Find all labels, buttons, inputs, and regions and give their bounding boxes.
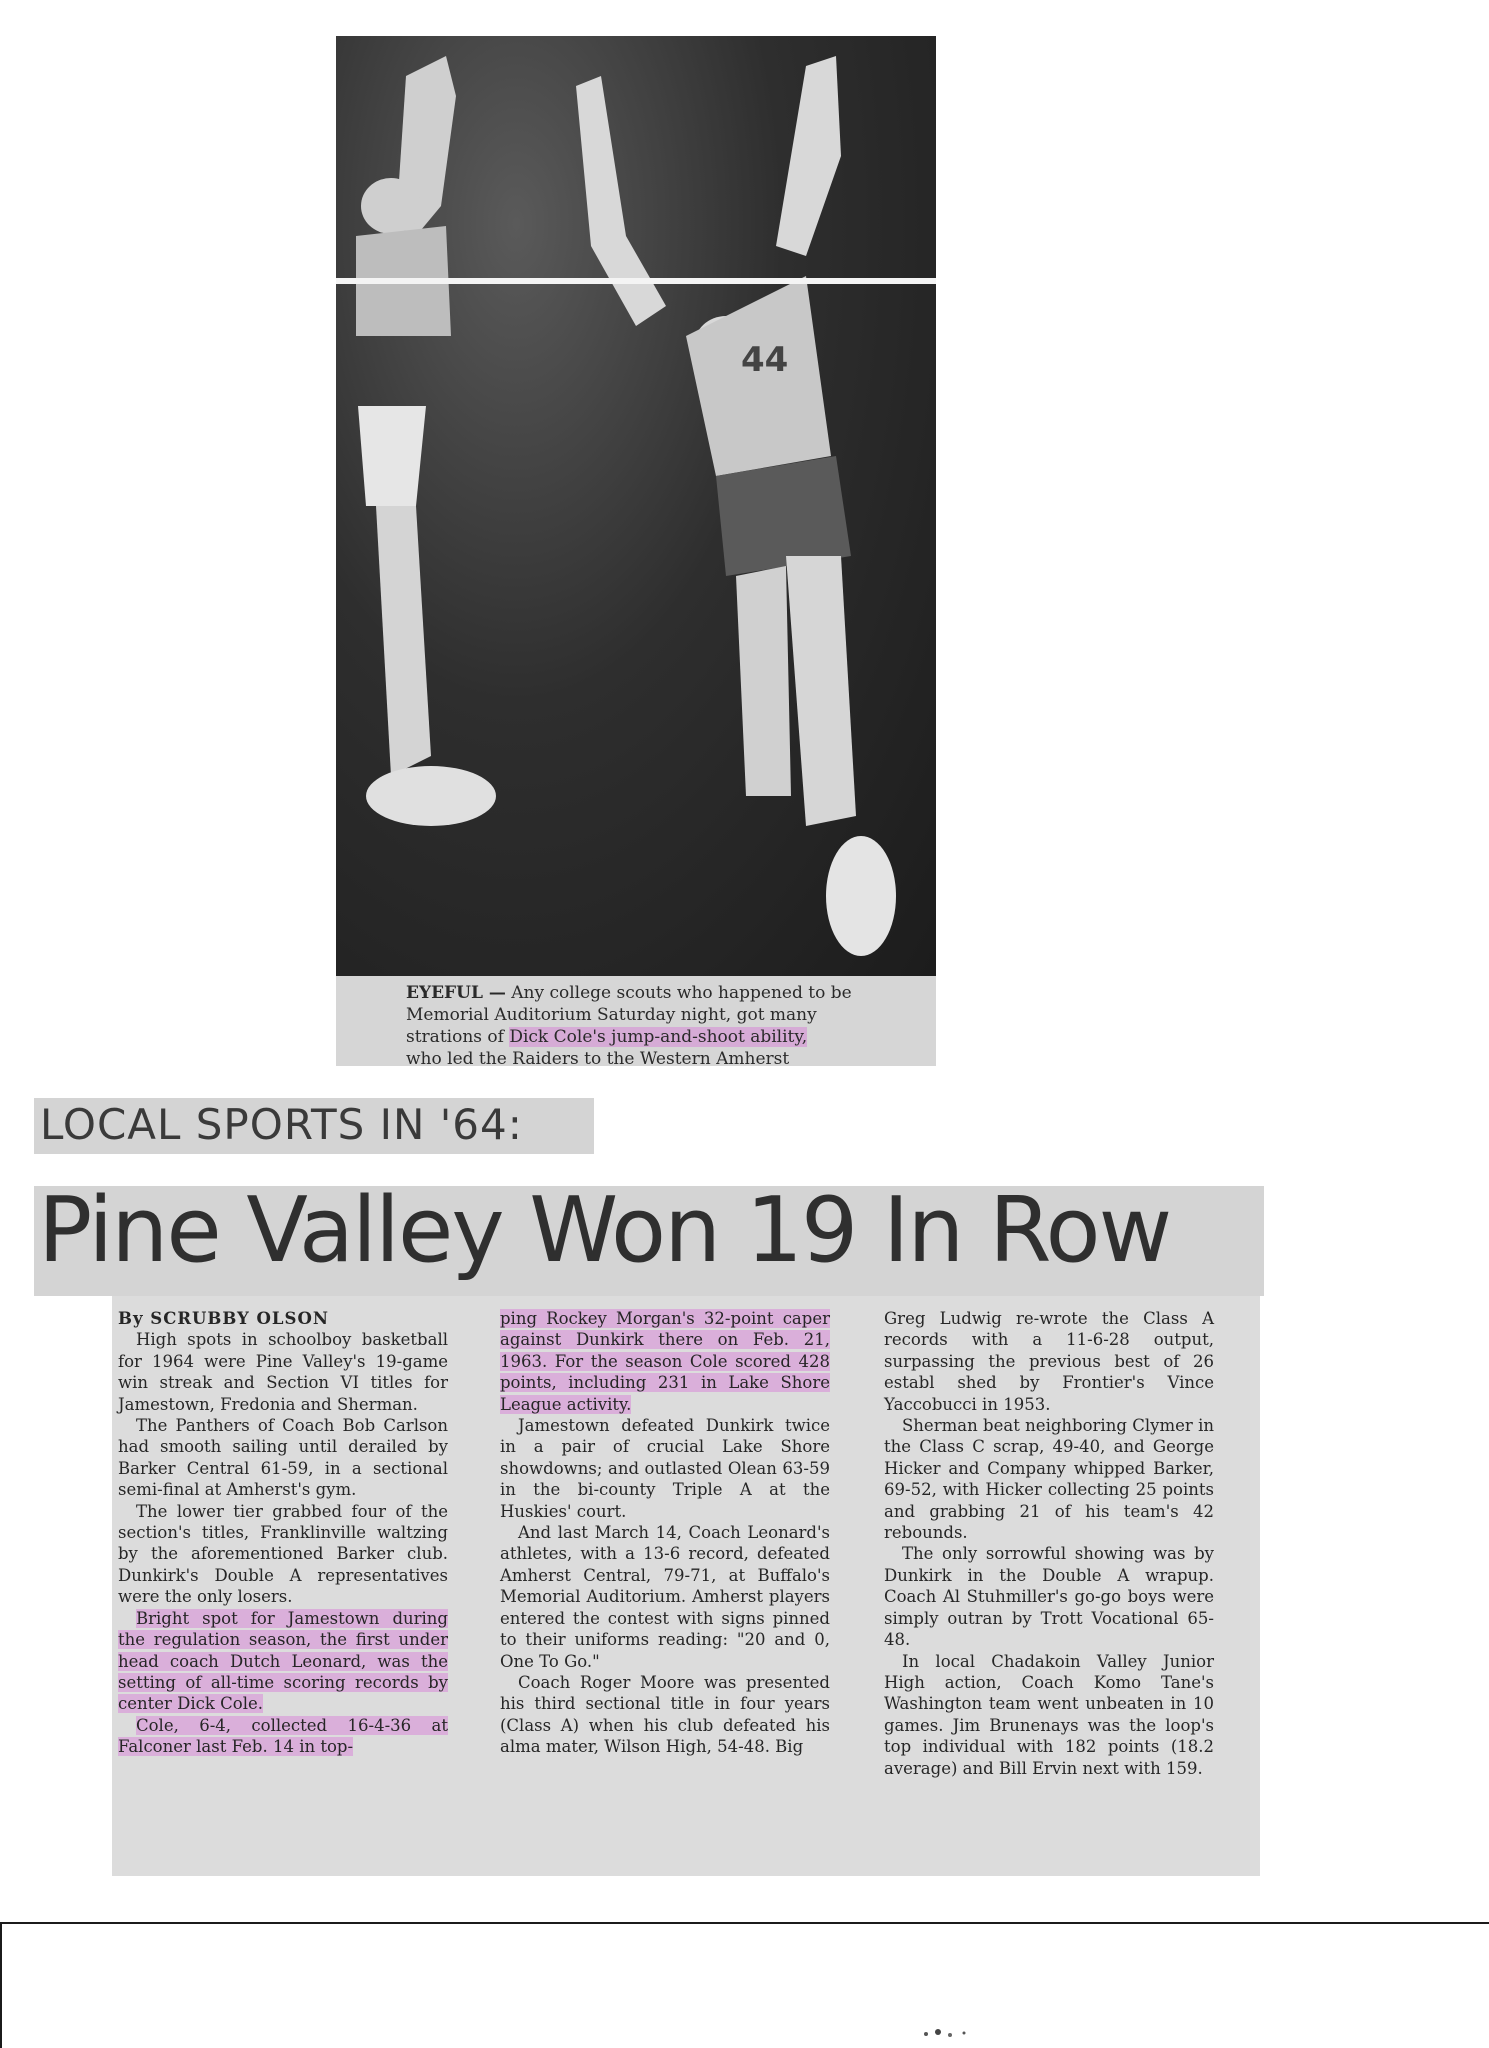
article-column-1: [118, 1308, 448, 1758]
caption-lead: EYEFUL —: [406, 983, 506, 1003]
paragraph: High spots in schoolboy basketball for 1964 were Pine Valley's 19-game win streak and Section VI titles for Jamestown, Fredonia and Sherman.: [118, 1330, 448, 1414]
paragraph-highlighted: [118, 1608, 448, 1715]
article-column-3: [884, 1308, 1214, 1779]
highlight: Cole, 6-4, collected 16-4-36 at Falconer last Feb. 14 in top-: [118, 1715, 448, 1757]
paragraph: Jamestown defeated Dunkirk twice in a pair of crucial Lake Shore showdowns; and outlasted Olean 63-59 in the bi-county Triple A at the Huskies' court.: [500, 1416, 830, 1521]
paragraph: Greg Ludwig re-wrote the Class A records with a 11-6-28 output, surpassing the previous best of 26 establ shed by Frontier's Vince Yaccobucci in 1953.: [884, 1309, 1214, 1414]
highlight: ping Rockey Morgan's 32-point caper against Dunkirk there on Feb. 21, 1963. For the season Cole scored 428 points, including 231 in Lake Shore League activity.: [500, 1309, 830, 1414]
basketball-photo: [336, 36, 936, 976]
headline: Pine Valley Won 19 In Row: [38, 1178, 1171, 1283]
right-player-figure: [576, 56, 896, 956]
photo-caption: [336, 976, 936, 1066]
paragraph: In local Chadakoin Valley Junior High action, Coach Komo Tane's Washington team went unbeaten in 10 games. Jim Brunenays was the loop's top individual with 182 points (18.2 average) and Bill Ervin next with 159.: [884, 1651, 1214, 1778]
left-player-figure: [356, 56, 496, 826]
caption-line: Any college scouts who happened to be: [511, 983, 852, 1003]
scan-specks: [920, 2026, 980, 2040]
photo-tear-line: [336, 278, 936, 284]
jersey-number: 44: [741, 340, 789, 380]
paragraph-highlighted: [500, 1308, 830, 1415]
caption-line: who led the Raiders to the Western: [406, 1049, 711, 1066]
paragraph-highlighted: [118, 1715, 448, 1758]
article-column-2: [500, 1308, 830, 1758]
caption-highlight: Dick Cole's jump-and-shoot ability,: [509, 1027, 808, 1047]
caption-line: strations of: [406, 1027, 504, 1047]
paragraph: Sherman beat neighboring Clymer in the Class C scrap, 49-40, and George Hicker and Company whipped Barker, 69-52, with Hicker collecting 25 points and grabbing 21 of his team's 42 rebounds.: [884, 1416, 1214, 1543]
paragraph: Coach Roger Moore was presented his third sectional title in four years (Class A) when his club defeated his alma mater, Wilson High, 54-48. Big: [500, 1672, 830, 1757]
caption-line: Amherst: [716, 1049, 790, 1066]
highlight: Bright spot for Jamestown during the regulation season, the first under head coach Dutch Leonard, was the setting of all-time scoring records by center Dick Cole.: [118, 1608, 448, 1714]
basketball-players-illustration: [336, 36, 936, 976]
kicker-title: LOCAL SPORTS IN '64:: [40, 1100, 523, 1149]
paragraph: The lower tier grabbed four of the section's titles, Franklinville waltzing by the aforementioned Barker club. Dunkirk's Double A representatives were the only losers.: [118, 1501, 448, 1607]
paragraph: And last March 14, Coach Leonard's athletes, with a 13-6 record, defeated Amherst Central, 79-71, at Buffalo's Memorial Auditorium. Amherst players entered the contest with signs pinned to their uniforms reading: "20 and 0, One To Go.": [500, 1523, 830, 1671]
paragraph: The only sorrowful showing was by Dunkirk in the Double A wrapup. Coach Al Stuhmiller's go-go boys were simply outran by Trott Vocational 65-48.: [884, 1544, 1214, 1650]
scan-border-vertical: [0, 1922, 2, 2048]
byline: By SCRUBBY OLSON: [118, 1309, 329, 1328]
newspaper-photo-clipping: [336, 36, 936, 1066]
paragraph: The Panthers of Coach Bob Carlson had smooth sailing until derailed by Barker Central 61-59, in a sectional semi-final at Amherst's gym.: [118, 1416, 448, 1500]
caption-line: Memorial Auditorium Saturday night, got many: [406, 1005, 817, 1025]
scan-border-horizontal: [0, 1922, 1489, 1924]
